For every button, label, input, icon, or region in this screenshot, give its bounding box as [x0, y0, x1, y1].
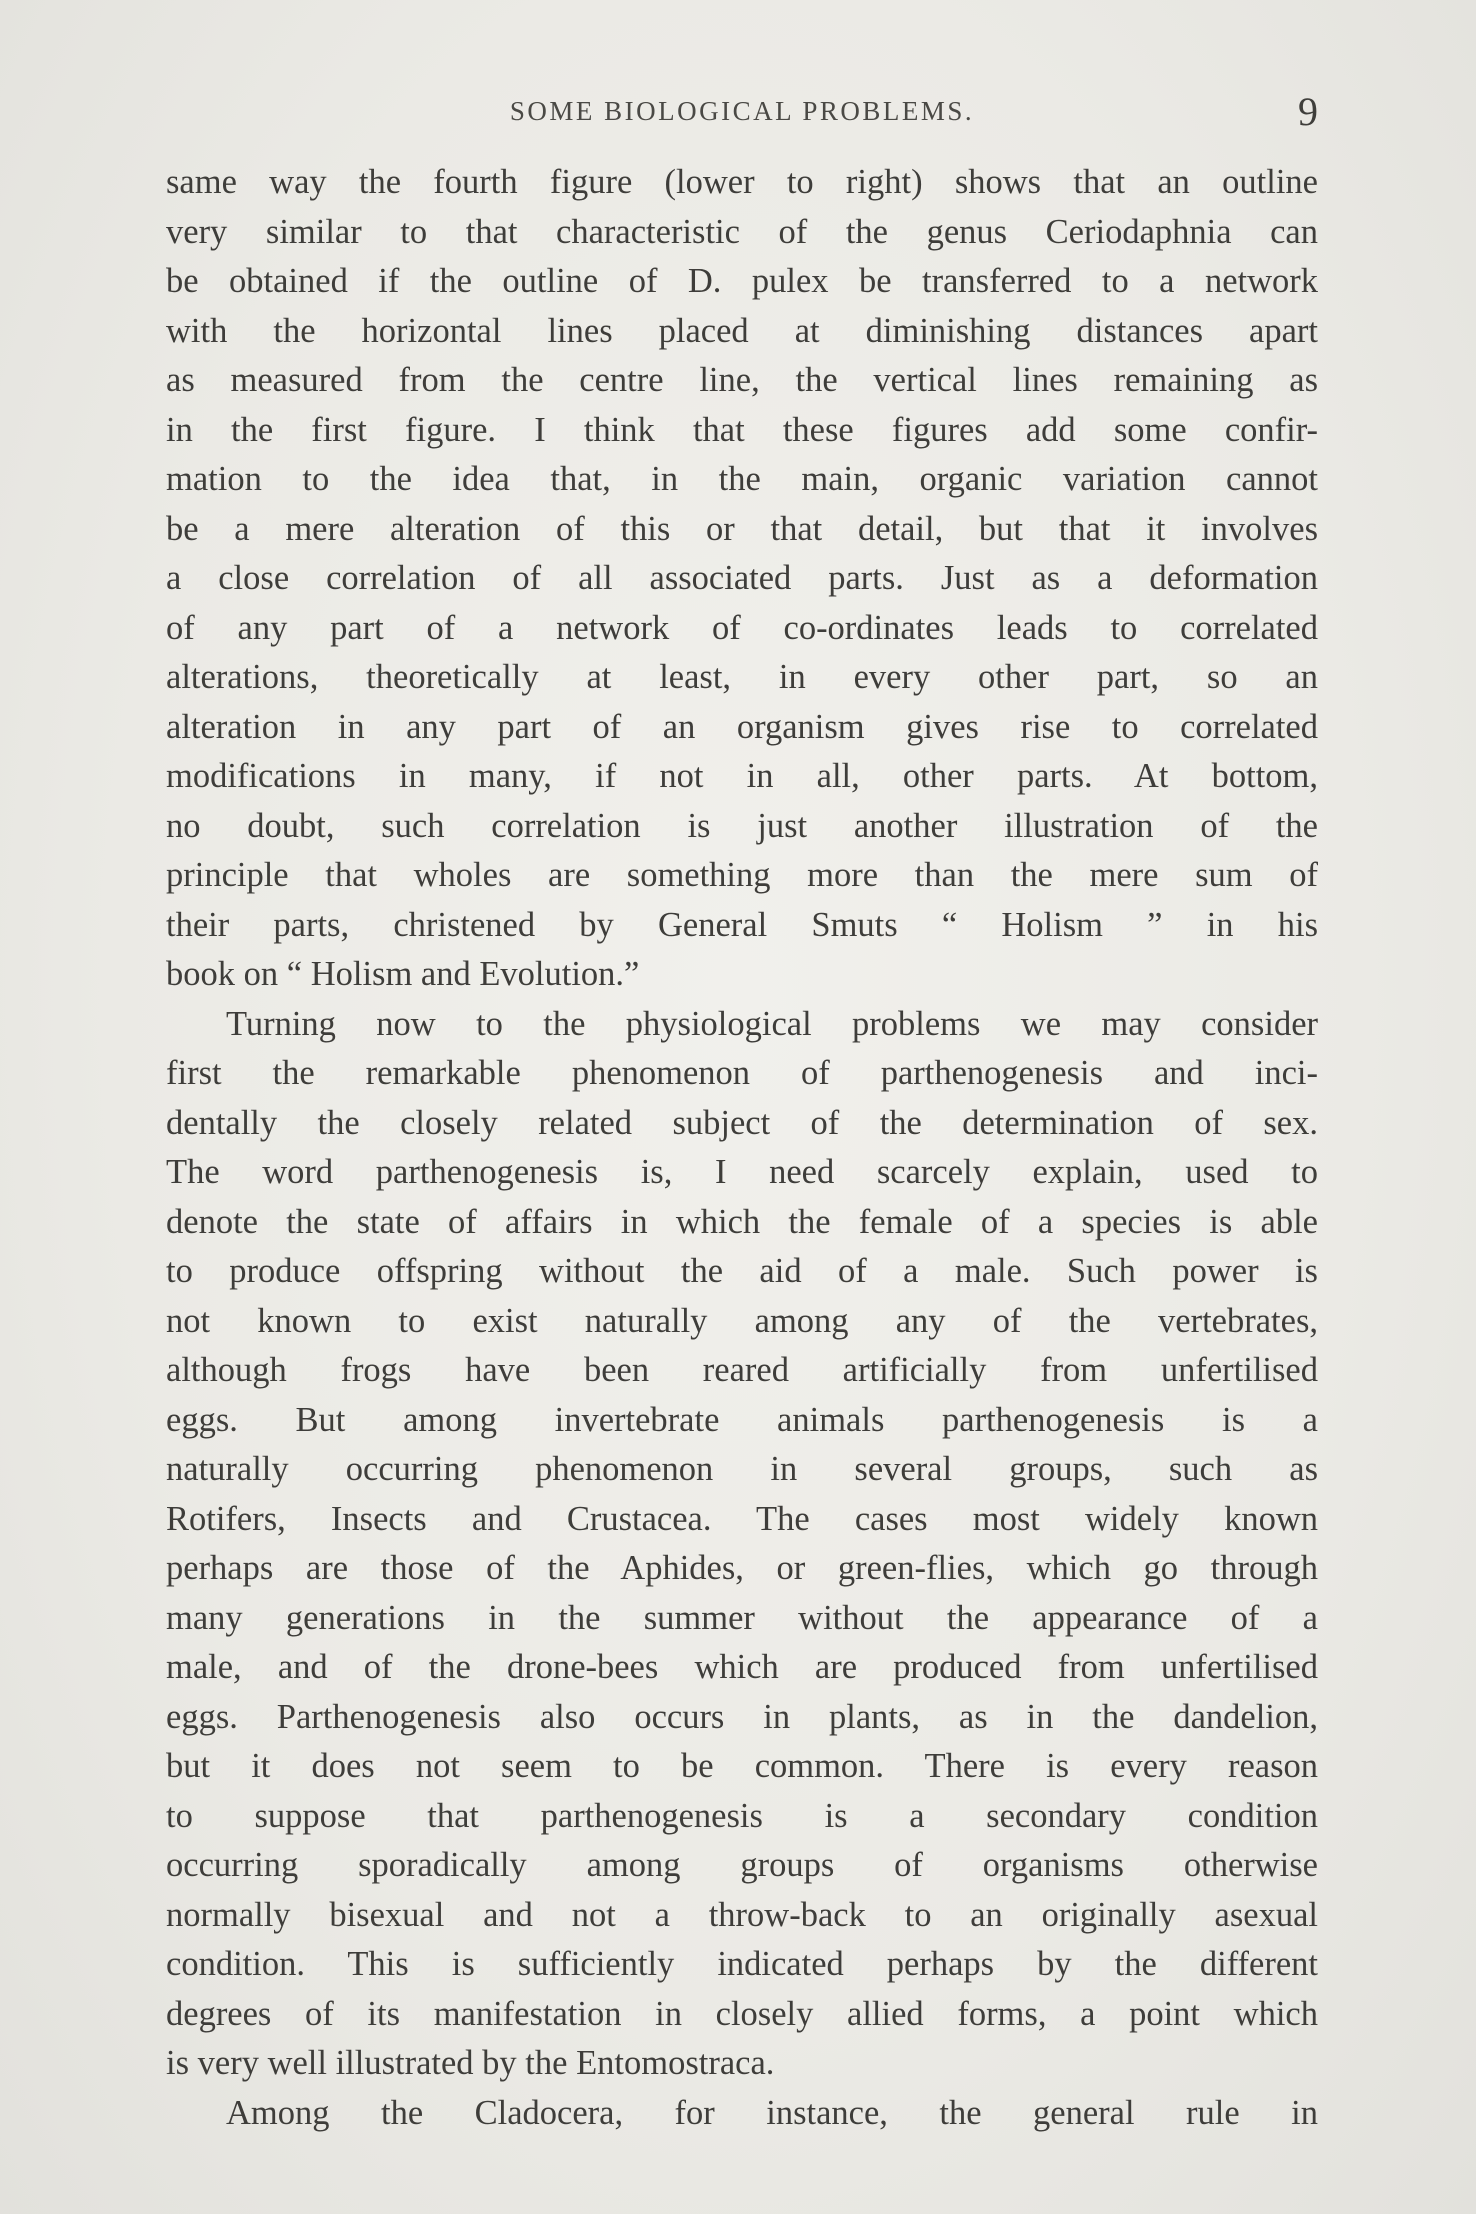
text-line: normally bisexual and not a throw-back to an originally asexual [166, 1895, 1318, 1934]
body-text [166, 158, 1318, 2138]
text-line: be obtained if the outline of D. pulex be transferred to a network [166, 262, 1318, 300]
page-header [166, 88, 1318, 148]
text-line: very similar to that characteristic of the genus Ceriodaphnia can [166, 212, 1318, 251]
text-line: denote the state of affairs in which the female of a species is able [166, 1202, 1318, 1241]
text-line: male, and of the drone-bees which are produced from unfertilised [166, 1648, 1318, 1686]
text-line: with the horizontal lines placed at diminishing distances apart [166, 311, 1318, 350]
text-line: mation to the idea that, in the main, organic variation cannot [166, 460, 1318, 498]
text-line: first the remarkable phenomenon of parthenogenesis and inci- [166, 1054, 1318, 1092]
running-title: SOME BIOLOGICAL PROBLEMS. [509, 96, 975, 126]
text-line: their parts, christened by General Smuts “ Holism ” in his [166, 905, 1318, 944]
text-line: Rotifers, Insects and Crustacea. The cases most widely known [166, 1499, 1318, 1538]
text-line: perhaps are those of the Aphides, or green-flies, which go through [166, 1549, 1318, 1587]
text-line: not known to exist naturally among any of the vertebrates, [166, 1301, 1318, 1340]
text-line: occurring sporadically among groups of organisms otherwise [166, 1846, 1318, 1884]
text-line: although frogs have been reared artificially from unfertilised [166, 1351, 1318, 1389]
text-line: alteration in any part of an organism gives rise to correlated [166, 707, 1318, 746]
text-line: modifications in many, if not in all, other parts. At bottom, [166, 757, 1318, 795]
text-line: no doubt, such correlation is just another illustration of the [166, 806, 1318, 845]
text-line: The word parthenogenesis is, I need scarcely explain, used to [166, 1153, 1318, 1191]
text-line: to suppose that parthenogenesis is a secondary condition [166, 1796, 1318, 1835]
page-number: 9 [1298, 89, 1318, 134]
text-line: as measured from the centre line, the vertical lines remaining as [166, 361, 1318, 399]
paragraph-start-line: Among the Cladocera, for instance, the general rule in [226, 2093, 1318, 2132]
paragraph-end-line: book on “ Holism and Evolution.” [166, 955, 640, 993]
text-line: alterations, theoretically at least, in every other part, so an [166, 658, 1318, 696]
text-line: same way the fourth figure (lower to right) shows that an outline [166, 163, 1318, 201]
text-line: dentally the closely related subject of the determination of sex. [166, 1103, 1318, 1142]
paragraph-start-line: Turning now to the physiological problems we may consider [226, 1004, 1318, 1043]
text-line: to produce offspring without the aid of a male. Such power is [166, 1252, 1318, 1290]
text-line: eggs. But among invertebrate animals parthenogenesis is a [166, 1400, 1318, 1439]
text-line: naturally occurring phenomenon in several groups, such as [166, 1450, 1318, 1488]
text-line: eggs. Parthenogenesis also occurs in plants, as in the dandelion, [166, 1697, 1318, 1736]
text-line: principle that wholes are something more than the mere sum of [166, 856, 1318, 894]
paragraph-end-line: is very well illustrated by the Entomostraca. [166, 2044, 775, 2082]
text-line: condition. This is sufficiently indicated perhaps by the different [166, 1945, 1318, 1983]
text-line: many generations in the summer without the appearance of a [166, 1598, 1318, 1637]
text-line: degrees of its manifestation in closely allied forms, a point which [166, 1994, 1318, 2033]
text-line: be a mere alteration of this or that detail, but that it involves [166, 509, 1318, 548]
text-line: a close correlation of all associated parts. Just as a deformation [166, 559, 1318, 597]
text-line: but it does not seem to be common. There is every reason [166, 1747, 1318, 1785]
text-line: in the first figure. I think that these figures add some confir- [166, 410, 1318, 449]
text-line: of any part of a network of co-ordinates leads to correlated [166, 608, 1318, 647]
